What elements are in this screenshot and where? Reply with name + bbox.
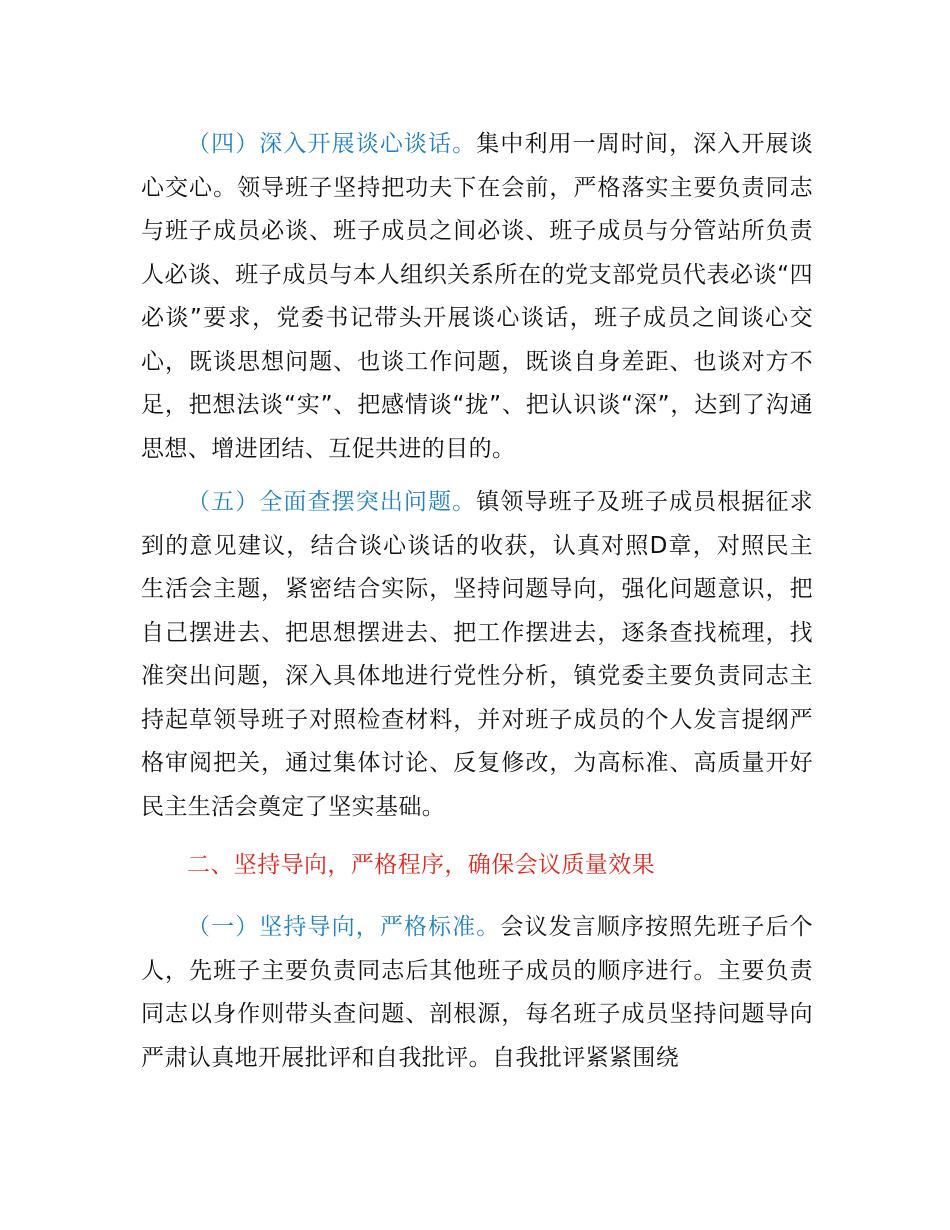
paragraph-heading: （一）坚持导向，严格标准。 <box>187 914 501 940</box>
paragraph-find-problems <box>141 481 813 829</box>
paragraph-body: 镇领导班子及班子成员根据征求到的意见建议，结合谈心谈话的收获，认真对照D章，对照民主生活会主题，紧密结合实际，坚持问题导向，强化问题意识，把自己摆进去、把思想摆进去、把工作摆进去，逐条查找梳理，找准突出问题，深入具体地进行党性分析，镇党委主要负责同志主持起草领导班子对照检查材料，并对班子成员的个人发言提纲严格审阅把关，通过集体讨论、反复修改，为高标准、高质量开好民主生活会奠定了坚实基础。 <box>141 489 813 820</box>
paragraph-strict-standards <box>141 906 813 1080</box>
paragraph-deep-talks <box>141 123 813 471</box>
paragraph-heading: （五）全面查摆突出问题。 <box>187 489 477 515</box>
paragraph-body: 会议发言顺序按照先班子后个人，先班子主要负责同志后其他班子成员的顺序进行。主要负责同志以身作则带头查问题、剖根源，每名班子成员坚持问题导向严肃认真地开展批评和自我批评。自我批评紧紧围绕 <box>141 914 814 1071</box>
paragraph-heading: （四）深入开展谈心谈话。 <box>187 131 477 157</box>
section-title: 二、坚持导向，严格程序，确保会议质量效果 <box>187 852 655 878</box>
paragraph-body: 集中利用一周时间，深入开展谈心交心。领导班子坚持把功夫下在会前，严格落实主要负责同志与班子成员必谈、班子成员之间必谈、班子成员与分管站所负责人必谈、班子成员与本人组织关系所在的党支部党员代表必谈“四必谈”要求，党委书记带头开展谈心谈话，班子成员之间谈心交心，既谈思想问题、也谈工作问题，既谈自身差距、也谈对方不足，把想法谈“实”、把感情谈“拢”、把认识谈“深”，达到了沟通思想、增进团结、互促共进的目的。 <box>141 131 813 462</box>
